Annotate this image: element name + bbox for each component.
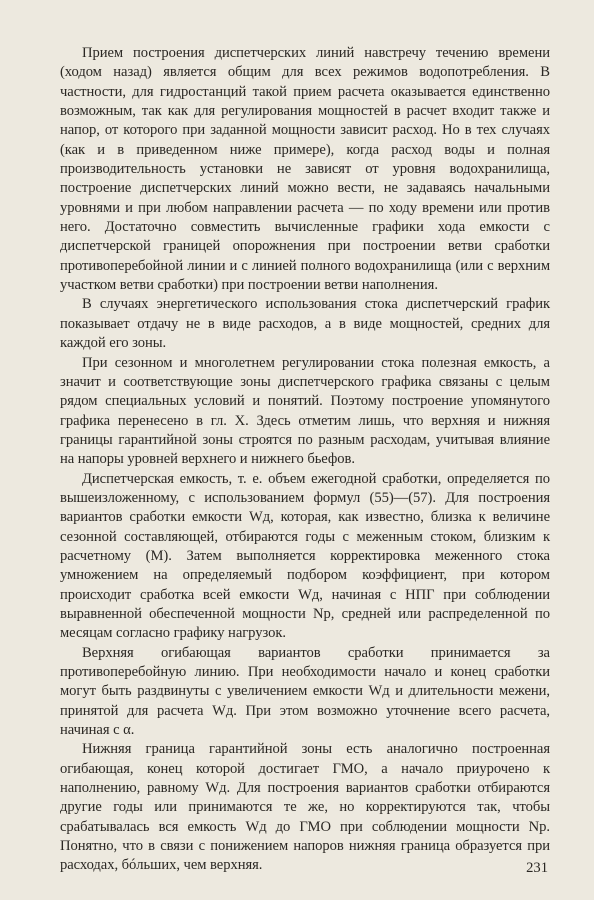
paragraph-4: Диспетчерская емкость, т. е. объем ежегодной сработки, определяется по вышеизложенному, с использованием формул (55)—(57). Для построения вариантов сработки емкости Wд, которая, как известно, близка к величине сезонной составляющей, отбираются годы с меженным стоком, близким к расчетному (M). Затем выполняется корректировка меженного стока умножением на определяемый подбором коэффициент, при котором происходит сработка всей емкости Wд, начиная с НПГ при соблюдении выравненной обеспеченной мощности Nр, средней или распределенной по месяцам согласно графику нагрузок. [60, 470, 550, 642]
paragraph-3: При сезонном и многолетнем регулировании стока полезная емкость, а значит и соответствующие зоны диспетчерского графика связаны с целым рядом специальных условий и понятий. Поэтому построение упомянутого графика перенесено в гл. X. Здесь отметим лишь, что верхняя и нижняя границы гарантийной зоны строятся по разным расходам, учитывая влияние на напоры уровней верхнего и нижнего бьефов. [60, 354, 550, 468]
paragraph-1: Прием построения диспетчерских линий навстречу течению времени (ходом назад) является общим для всех режимов водопотребления. В частности, для гидростанций такой прием расчета оказывается единственно возможным, так как для регулирования мощностей в расчет входит также и напор, от которого при заданной мощности зависит расход. Но в тех случаях (как и в приведенном ниже примере), когда расход воды и полная производительность установки не зависят от уровня водохранилища, построение диспетчерских линий можно вести, не задаваясь начальными уровнями и при любом направлении расчета — по ходу времени или против него. Достаточно совместить вычисленные графики хода емкости с диспетчерской границей опорожнения при построении ветви сработки противоперебойной линии и с линией полного водохранилища (или с верхним участком ветви сработки) при построении ветви наполнения. [60, 45, 550, 294]
page-number: 231 [526, 860, 548, 876]
paragraph-2: В случаях энергетического использования стока диспетчерский график показывает отдачу не в виде расходов, а в виде мощностей, средних для каждой его зоны. [60, 296, 550, 352]
paragraph-5: Верхняя огибающая вариантов сработки принимается за противоперебойную линию. При необходимости начало и конец сработки могут быть раздвинуты с увеличением емкости Wд и длительности межени, принятой для расчета Wд. При этом возможно уточнение всего расчета, начиная с α. [60, 644, 550, 739]
paragraph-6: Нижняя граница гарантийной зоны есть аналогично построенная огибающая, конец которой достигает ГМО, а начало приурочено к наполнению, равному Wд. Для построения вариантов сработки отбираются другие годы или принимаются те же, но корректируются так, чтобы срабатывалась вся емкость Wд до ГМО при соблюдении мощности Nр. Понятно, что в связи с понижением напоров нижняя граница образуется при расходах, бóльших, чем верхняя. [60, 741, 550, 874]
body-text [60, 44, 550, 876]
